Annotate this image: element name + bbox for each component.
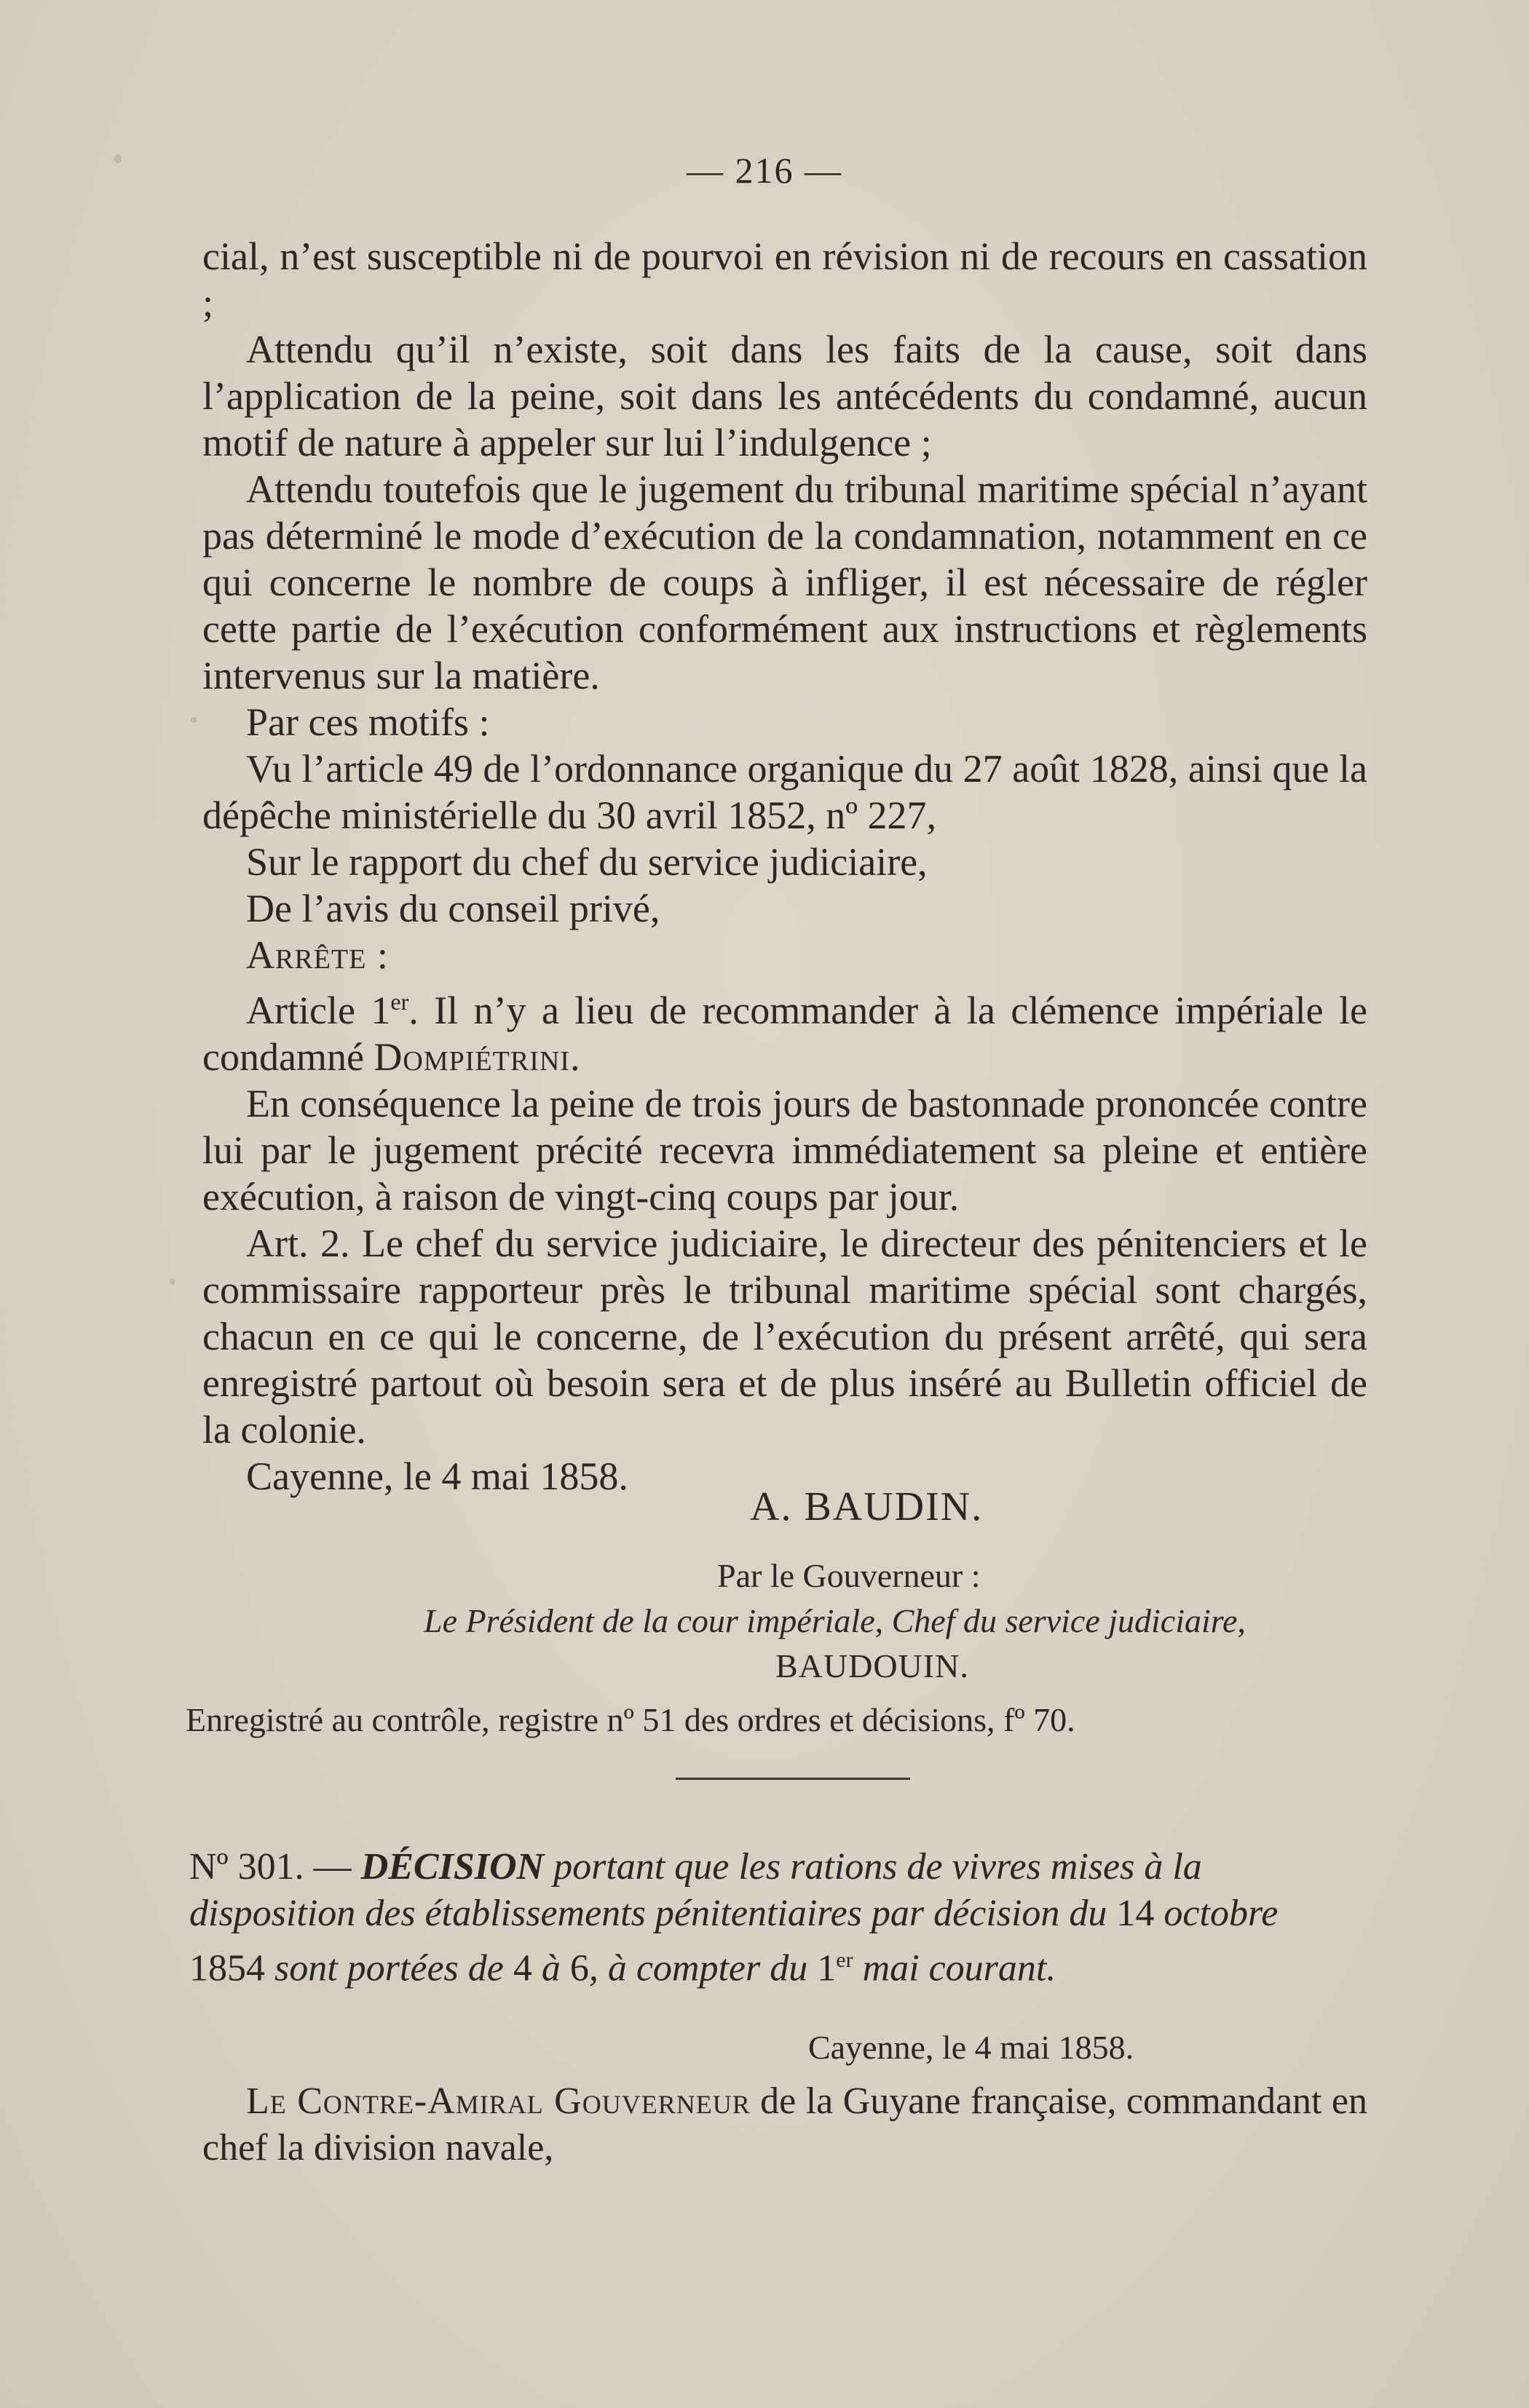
decision-heading <box>189 1844 1354 1992</box>
paragraph: Attendu toutefois que le jugement du tribunal maritime spécial n’ayant pas déterminé le mode d’exécution de la condamnation, notamment en ce qui concerne le nombre de coups à infliger, il est nécessaire de régler cette partie de l’exécution conformément aux instructions et règlements intervenus sur la matière. <box>202 467 1367 697</box>
article-1-prefix: Article 1 <box>246 989 391 1032</box>
section-divider <box>676 1778 910 1780</box>
arrete-heading: Arrête : <box>246 933 389 977</box>
body-text <box>202 233 1367 1500</box>
paragraph: De l’avis du conseil privé, <box>246 887 660 930</box>
decision-title-d: à <box>532 1947 570 1989</box>
registration-note: Enregistré au contrôle, registre nº 51 des ordres et décisions, fº 70. <box>186 1701 1075 1738</box>
governor-title: Le Contre-Amiral Gouverneur <box>246 2080 751 2122</box>
paragraph: Cayenne, le 4 mai 1858. <box>246 1454 628 1498</box>
condemned-name: Dompiétrini <box>374 1035 570 1079</box>
decision-date: 14 <box>1116 1893 1155 1934</box>
signature-name: A. BAUDIN. <box>750 1484 984 1529</box>
article-1 <box>202 978 1367 1080</box>
paragraph: Par ces motifs : <box>246 700 490 744</box>
closing-text <box>202 2078 1367 2171</box>
decision-first: 1 <box>817 1947 837 1989</box>
decision-title-b: octobre <box>1154 1893 1279 1934</box>
president-title: Le Président de la cour impériale, Chef du service judiciaire, <box>424 1602 1246 1639</box>
closing-rest: de la Guyane française, commandant en chef la division navale, <box>202 2080 1368 2169</box>
decision-year: 1854 <box>189 1947 265 1989</box>
page-number: — 216 — <box>687 150 842 191</box>
decision-number: Nº 301. — <box>189 1846 352 1888</box>
article-1-end: . <box>569 1035 580 1079</box>
paper-spot <box>170 1278 175 1285</box>
decision-first-sup: er <box>836 1948 853 1972</box>
paragraph: Attendu qu’il n’existe, soit dans les faits de la cause, soit dans l’application de la peine, soit dans les antécédents du condamné, aucun motif de nature à appeler sur lui l’indulgence ; <box>202 328 1367 464</box>
article-1-text: . Il n’y a lieu de recommander à la clémence impériale le condamné <box>202 989 1367 1079</box>
par-le-gouverneur: Par le Gouverneur : <box>717 1557 981 1594</box>
decision-title-a: portant que les rations de vivres mises à la disposition des établissements pénitentiaires par décision du <box>189 1846 1202 1934</box>
paragraph: Art. 2. Le chef du service judiciaire, le directeur des pénitenciers et le commissaire rapporteur près le tribunal maritime spécial sont chargés, chacun en ce qui le concerne, de l’exécution du présent arrêté, qui sera enregistré partout où besoin sera et de plus inséré au Bulletin officiel de la colonie. <box>202 1221 1367 1451</box>
decision-title-e: , à compter du <box>588 1947 818 1989</box>
second-signature: BAUDOUIN. <box>775 1647 969 1684</box>
decision-title-f: mai courant. <box>853 1947 1056 1989</box>
decision-to: 6 <box>569 1947 589 1989</box>
paragraph: En conséquence la peine de trois jours de bastonnade prononcée contre lui par le jugement précité recevra immédiatement sa pleine et entière exécution, à raison de vingt-cinq coups par jour. <box>202 1082 1367 1219</box>
decision-from: 4 <box>513 1947 532 1989</box>
paragraph: Vu l’article 49 de l’ordonnance organique du 27 août 1828, ainsi que la dépêche ministérielle du 30 avril 1852, nº 227, <box>202 747 1367 837</box>
article-1-sup: er <box>390 989 409 1015</box>
paper-spot <box>191 717 197 723</box>
decision-keyword: DÉCISION <box>360 1846 545 1888</box>
decision-place-date: Cayenne, le 4 mai 1858. <box>808 2029 1134 2066</box>
paragraph: Sur le rapport du chef du service judiciaire, <box>246 840 928 884</box>
paragraph: cial, n’est susceptible ni de pourvoi en révision ni de recours en cassation ; <box>202 234 1367 325</box>
decision-title-c: sont portées de <box>265 1947 513 1989</box>
